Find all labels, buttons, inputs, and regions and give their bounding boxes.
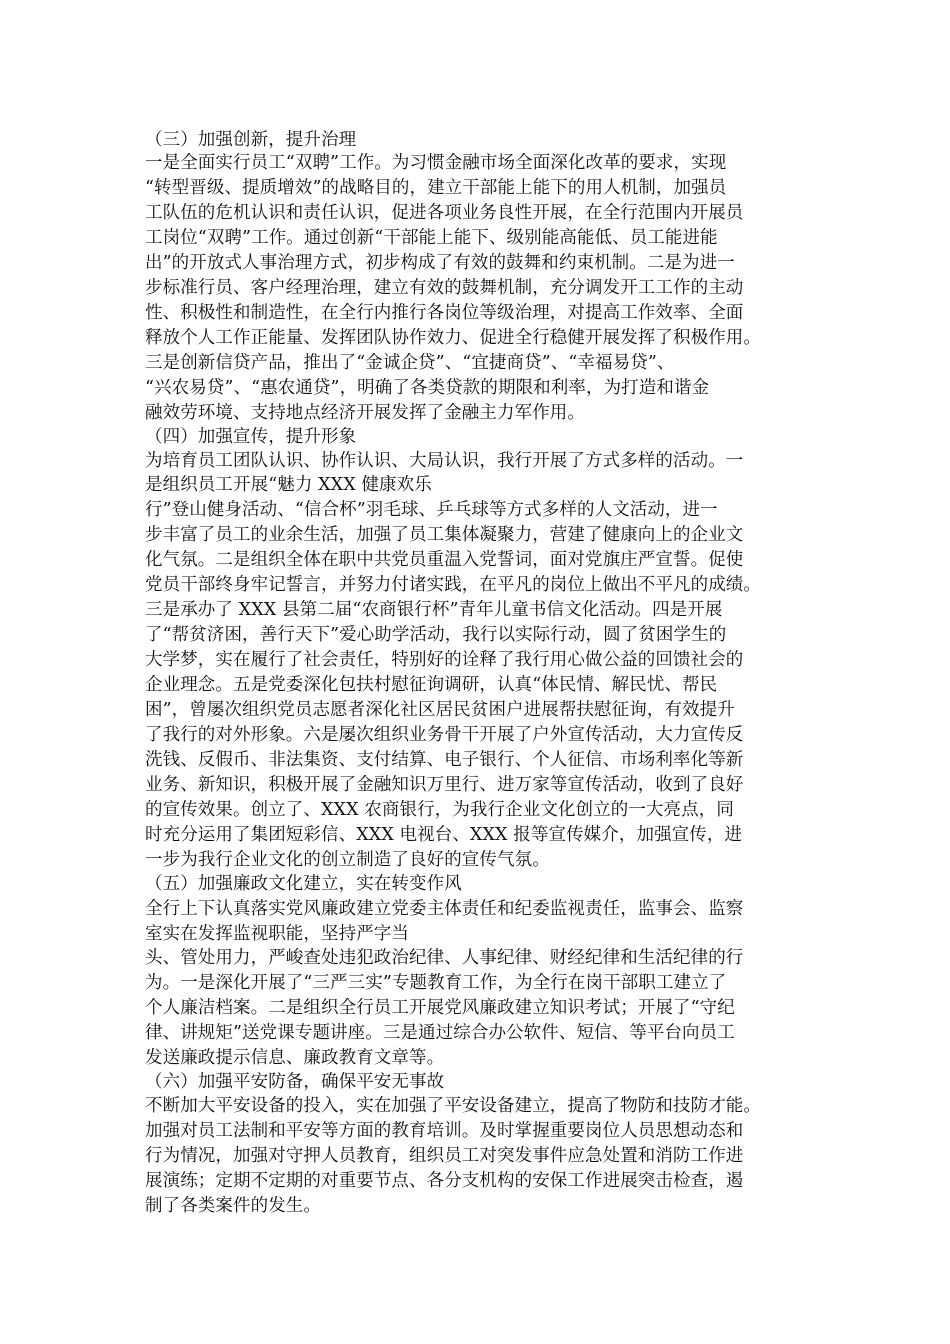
text-line: 困”，曾屡次组织党员志愿者深化社区居民贫困户进展帮扶慰征询，有效提升 <box>145 700 735 720</box>
text-line: 头、管处用力，严峻查处违犯政治纪律、人事纪律、财经纪律和生活纪律的行 <box>145 948 744 968</box>
text-line: 企业理念。五是党委深化包扶村慰征询调研，认真“体民情、解民忧、帮民 <box>145 675 718 695</box>
text-line: 个人廉洁档案。二是组织全行员工开展党风廉政建立知识考试；开展了“守纪 <box>145 998 735 1018</box>
text-line: 展演练；定期不定期的对重要节点、各分支机构的安保工作进展突击检查，遏 <box>145 1171 744 1191</box>
text-line: 步标准行员、客户经理治理，建立有效的鼓舞机制，充分调发开工工作的主动 <box>145 278 744 298</box>
text-line: 律、讲规矩”送党课专题讲座。三是通过综合办公软件、短信、等平台向员工 <box>145 1023 735 1043</box>
text-line: 化气氛。二是组织全体在职中共党员重温入党誓词，面对党旗庄严宣誓。促使 <box>145 550 744 570</box>
text-line: 融效劳环境、支持地点经济开展发挥了金融主力军作用。 <box>145 403 585 423</box>
text-line: 发送廉政提示信息、廉政教育文章等。 <box>145 1048 445 1068</box>
text-line: 行”登山健身活动、“信合杯”羽毛球、乒乓球等方式多样的人文活动，进一 <box>145 500 718 520</box>
text-line: 制了各类案件的发生。 <box>145 1196 321 1216</box>
text-line: 一是全面实行员工“双聘”工作。为习惯金融市场全面深化改革的要求，实现 <box>145 153 727 173</box>
text-line: 为培育员工团队认识、协作认识、大局认识，我行开展了方式多样的活动。一 <box>145 451 744 471</box>
text-line: 工岗位“双聘”工作。通过创新“干部能上能下、级别能高能低、员工能进能 <box>145 228 718 248</box>
text-line: 三是创新信贷产品，推出了“金诚企贷”、“宜捷商贷”、“幸福易贷”、 <box>145 353 675 373</box>
text-line: 全行上下认真落实党风廉政建立党委主体责任和纪委监视责任，监事会、监察 <box>145 899 744 919</box>
text-line: 了“帮贫济困，善行天下”爱心助学活动，我行以实际行动，圆了贫困学生的 <box>145 625 727 645</box>
text-line: 时充分运用了集团短彩信、XXX 电视台、XXX 报等宣传媒介，加强宣传，进 <box>145 825 743 845</box>
text-line: 不断加大平安设备的投入，实在加强了平安设备建立，提高了物防和技防才能。 <box>145 1096 761 1116</box>
text-line: 工队伍的危机认识和责任认识，促进各项业务良性开展，在全行范围内开展员 <box>145 203 744 223</box>
text-line: 步丰富了员工的业余生活，加强了员工集体凝聚力，营建了健康向上的企业文 <box>145 525 744 545</box>
text-line: “转型晋级、提质增效”的战略目的，建立干部能上能下的用人机制，加强员 <box>145 178 727 198</box>
text-line: 室实在发挥监视职能，坚持严字当 <box>145 924 409 944</box>
section-heading: （三）加强创新，提升治理 <box>145 130 357 150</box>
text-line: 释放个人工作正能量、发挥团队协作效力、促进全行稳健开展发挥了积极作用。 <box>145 328 761 348</box>
text-line: 党员干部终身牢记誓言，并努力付诸实践，在平凡的岗位上做出不平凡的成绩。 <box>145 575 761 595</box>
text-line: 为。一是深化开展了“三严三实”专题教育工作，为全行在岗干部职工建立了 <box>145 973 727 993</box>
section-heading: （五）加强廉政文化建立，实在转变作风 <box>145 874 462 894</box>
text-line: 出”的开放式人事治理方式，初步构成了有效的鼓舞和约束机制。二是为进一 <box>145 253 735 273</box>
text-line: “兴农易贷”、“惠农通贷”，明确了各类贷款的期限和利率，为打造和谐金 <box>145 378 710 398</box>
text-line: 是组织员工开展“魅力 XXX 健康欢乐 <box>145 475 432 495</box>
text-line: 大学梦，实在履行了社会责任，特别好的诠释了我行用心做公益的回馈社会的 <box>145 650 744 670</box>
text-line: 的宣传效果。创立了、XXX 农商银行，为我行企业文化创立的一大亮点，同 <box>145 800 734 820</box>
text-line: 洗钱、反假币、非法集资、支付结算、电子银行、个人征信、市场利率化等新 <box>145 750 744 770</box>
text-line: 行为情况，加强对守押人员教育，组织员工对突发事件应急处置和消防工作进 <box>145 1146 744 1166</box>
text-line: 一步为我行企业文化的创立制造了良好的宣传气氛。 <box>145 850 550 870</box>
text-line: 性、积极性和制造性，在全行内推行各岗位等级治理，对提高工作效率、全面 <box>145 303 744 323</box>
section-heading: （六）加强平安防备，确保平安无事故 <box>145 1072 445 1092</box>
text-line: 三是承办了 XXX 县第二届“农商银行杯”青年儿童书信文化活动。四是开展 <box>145 600 723 620</box>
text-line: 加强对员工法制和平安等方面的教育培训。及时掌握重要岗位人员思想动态和 <box>145 1121 744 1141</box>
section-heading: （四）加强宣传，提升形象 <box>145 427 357 447</box>
text-line: 业务、新知识，积极开展了金融知识万里行、进万家等宣传活动，收到了良好 <box>145 775 744 795</box>
text-line: 了我行的对外形象。六是屡次组织业务骨干开展了户外宣传活动，大力宣传反 <box>145 725 744 745</box>
